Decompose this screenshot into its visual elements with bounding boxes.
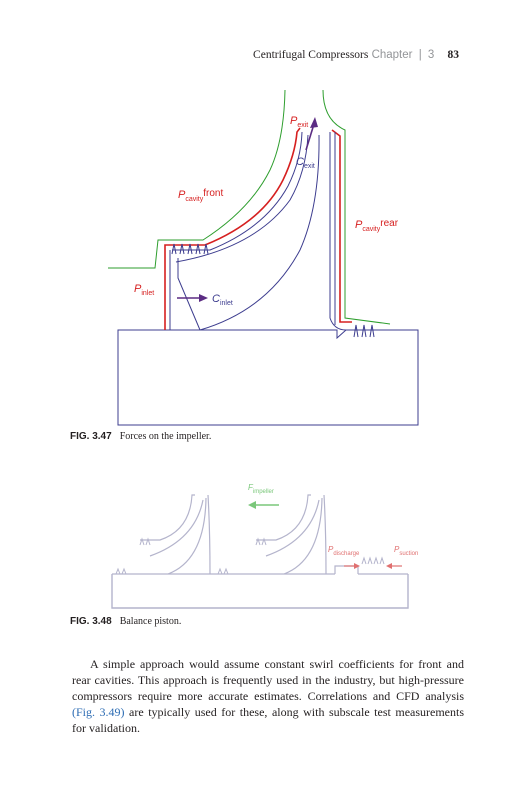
label-c-inlet: $C_{inlet}$ — [212, 293, 233, 307]
impeller-force-arrowhead — [248, 501, 256, 509]
rear-labyrinth-seal — [354, 325, 374, 337]
body-paragraph — [72, 656, 464, 736]
paragraph-line-2: rear cavities. This approach is frequently used in the industry, but high-pressure — [72, 673, 464, 687]
piston-labyrinth — [362, 558, 384, 564]
header-separator: | — [418, 49, 422, 61]
figure-3-47-label: FIG. 3.47 — [70, 431, 112, 442]
inlet-edge — [178, 258, 200, 330]
impeller-1-outline — [140, 495, 210, 574]
base-seal-mid — [218, 569, 228, 574]
header-title: Centrifugal Compressors — [253, 49, 369, 61]
figure-3-48-balance-piston — [0, 470, 531, 615]
impeller-hub-rear — [330, 132, 346, 330]
casing-outline — [108, 90, 285, 268]
paragraph-line-1: A simple approach would assume constant swirl coefficients for front and — [90, 657, 464, 671]
impeller-shroud-outer — [172, 132, 302, 250]
figure-3-47-caption — [70, 431, 211, 442]
label-p-discharge: $P_{discharge}$ — [328, 545, 360, 557]
exit-flow-arrowhead — [310, 117, 318, 128]
label-p-suction: $P_{suction}$ — [394, 545, 419, 557]
label-p-cavity-front: $P_{cavity}front$ — [178, 188, 224, 203]
figure-3-48-caption-text: Balance piston. — [119, 616, 182, 627]
header-chapter-number: 3 — [427, 49, 435, 61]
casing-outline-rear — [323, 90, 390, 324]
label-p-cavity-rear: $P_{cavity}rear$ — [355, 218, 399, 233]
inlet-flow-arrowhead — [199, 294, 208, 302]
suction-pressure-arrowhead — [386, 563, 392, 569]
label-c-exit: $C_{exit}$ — [296, 156, 315, 170]
label-p-exit: $P_{exit}$ — [290, 115, 309, 129]
header-chapter: Chapter — [371, 49, 413, 61]
paragraph-line-4: (Fig. 3.49) are typically used for these, along with subscale test measurements — [72, 705, 465, 719]
piston-base — [112, 574, 408, 608]
figure-3-48-caption — [70, 616, 181, 627]
page-number: 83 — [447, 49, 459, 61]
paragraph-line-5: for validation. — [72, 721, 140, 735]
paragraph-line-3: compressors require more accurate estimates. Correlations and CFD analysis — [72, 689, 464, 703]
label-p-inlet: $P_{inlet}$ — [134, 283, 155, 297]
figure-3-49-link[interactable]: (Fig. 3.49) — [72, 705, 125, 719]
figure-3-47-caption-text: Forces on the impeller. — [119, 431, 212, 442]
impeller-2-outline — [256, 495, 326, 574]
discharge-pressure-arrowhead — [354, 563, 360, 569]
label-f-impeller: $F_{impeller}$ — [248, 483, 274, 495]
base-seal-left — [116, 569, 126, 574]
impeller-base — [118, 330, 418, 425]
figure-3-48-label: FIG. 3.48 — [70, 616, 112, 627]
